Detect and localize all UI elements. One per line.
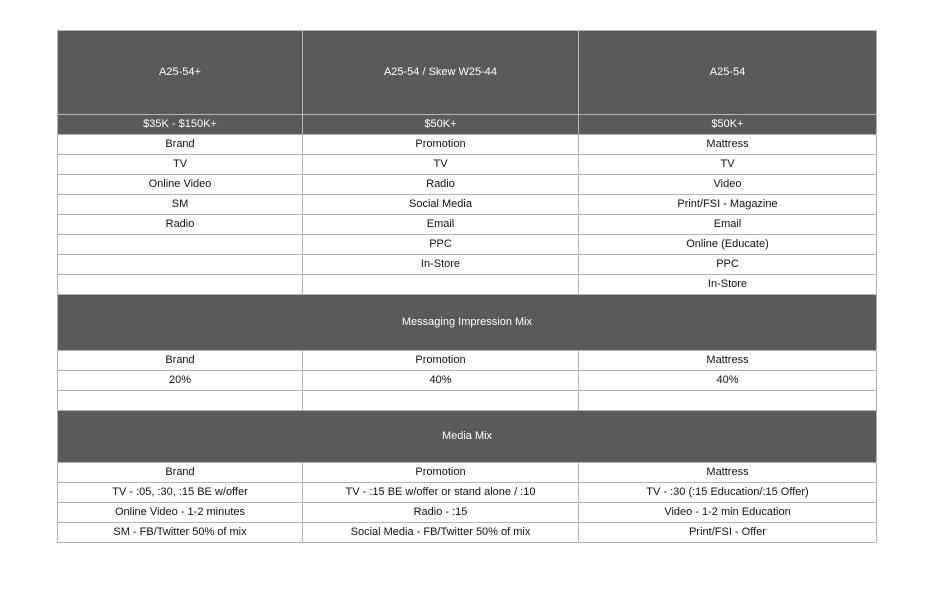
channel-row (58, 135, 877, 155)
channel-cell: In-Store (303, 255, 579, 275)
media-row (58, 463, 877, 483)
audience-header-3: A25-54 (579, 31, 877, 115)
income-row (58, 115, 877, 135)
messaging-cell: Promotion (303, 351, 579, 371)
messaging-cell (579, 391, 877, 411)
media-plan-table (57, 30, 877, 543)
messaging-row (58, 371, 877, 391)
channel-cell: Email (579, 215, 877, 235)
messaging-cell (303, 391, 579, 411)
channel-cell: PPC (303, 235, 579, 255)
media-cell: Online Video - 1-2 minutes (58, 503, 303, 523)
messaging-cell (58, 391, 303, 411)
messaging-cell: 20% (58, 371, 303, 391)
media-cell: Video - 1-2 min Education (579, 503, 877, 523)
media-row (58, 503, 877, 523)
audience-header-row (58, 31, 877, 115)
channel-cell (58, 255, 303, 275)
channel-cell: SM (58, 195, 303, 215)
channel-cell: Print/FSI - Magazine (579, 195, 877, 215)
messaging-title-row (58, 295, 877, 351)
audience-header-1: A25-54+ (58, 31, 303, 115)
media-cell: Print/FSI - Offer (579, 523, 877, 543)
channel-cell: TV (303, 155, 579, 175)
income-cell: $50K+ (579, 115, 877, 135)
media-title-row (58, 411, 877, 463)
media-cell: Social Media - FB/Twitter 50% of mix (303, 523, 579, 543)
channel-cell: Online (Educate) (579, 235, 877, 255)
messaging-section-title: Messaging Impression Mix (58, 295, 877, 351)
channel-cell: TV (579, 155, 877, 175)
media-cell: TV - :15 BE w/offer or stand alone / :10 (303, 483, 579, 503)
channel-cell: Video (579, 175, 877, 195)
income-cell: $50K+ (303, 115, 579, 135)
media-cell: Promotion (303, 463, 579, 483)
channel-row (58, 175, 877, 195)
media-cell: TV - :05, :30, :15 BE w/offer (58, 483, 303, 503)
media-cell: Mattress (579, 463, 877, 483)
media-row (58, 523, 877, 543)
channel-row (58, 195, 877, 215)
messaging-row (58, 351, 877, 371)
channel-cell: Brand (58, 135, 303, 155)
messaging-cell: Mattress (579, 351, 877, 371)
channel-cell: In-Store (579, 275, 877, 295)
messaging-cell: Brand (58, 351, 303, 371)
channel-cell (58, 275, 303, 295)
media-row (58, 483, 877, 503)
channel-row (58, 235, 877, 255)
media-section-title: Media Mix (58, 411, 877, 463)
channel-cell (58, 235, 303, 255)
media-cell: TV - :30 (:15 Education/:15 Offer) (579, 483, 877, 503)
media-cell: SM - FB/Twitter 50% of mix (58, 523, 303, 543)
channel-row (58, 255, 877, 275)
messaging-cell: 40% (303, 371, 579, 391)
channel-row (58, 215, 877, 235)
channel-cell: Mattress (579, 135, 877, 155)
channel-cell: PPC (579, 255, 877, 275)
channel-cell: Online Video (58, 175, 303, 195)
channel-row (58, 275, 877, 295)
channel-cell: Email (303, 215, 579, 235)
messaging-cell: 40% (579, 371, 877, 391)
channel-cell (303, 275, 579, 295)
channel-cell: Radio (303, 175, 579, 195)
channel-cell: Radio (58, 215, 303, 235)
income-cell: $35K - $150K+ (58, 115, 303, 135)
channel-cell: Promotion (303, 135, 579, 155)
channel-cell: TV (58, 155, 303, 175)
media-cell: Brand (58, 463, 303, 483)
channel-cell: Social Media (303, 195, 579, 215)
messaging-row (58, 391, 877, 411)
audience-header-2: A25-54 / Skew W25-44 (303, 31, 579, 115)
channel-row (58, 155, 877, 175)
media-cell: Radio - :15 (303, 503, 579, 523)
